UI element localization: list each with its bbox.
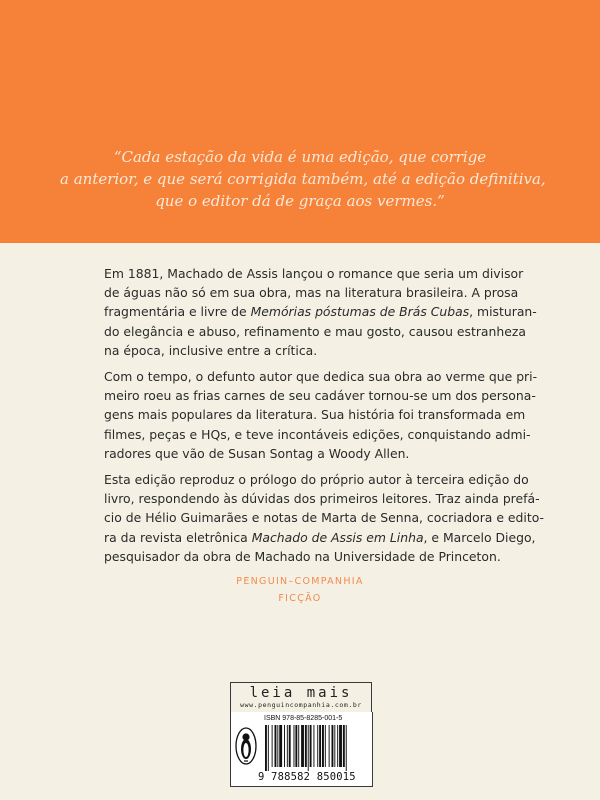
synopsis-paragraph-2: Com o tempo, o defunto autor que dedica sua obra ao verme que pri- meiro roeu as frias carnes de seu cadáver tornou-se um dos persona- gens mais populares da literatura. Sua história foi transformada em filmes, peças e HQs, e teve incontáveis edições, conquistando admi- radores que vão de Susan Sontag a Woody Allen. [104,369,538,461]
barcode-bar [339,725,342,767]
barcode-bar [294,725,295,767]
synopsis-text [104,264,544,573]
barcode-bar [334,725,335,767]
magazine-title: Machado de Assis em Linha [251,529,424,545]
imprint-label [0,573,600,607]
barcode-box [230,712,373,787]
leia-mais-box [230,682,372,714]
barcode-bar [301,725,304,767]
barcode-bar [289,725,291,767]
barcode-bar [343,725,345,767]
barcode-bar [332,725,334,767]
barcode-bar [305,725,307,767]
barcode-bar [337,725,338,767]
barcode-bar [313,725,314,767]
genre-label: FICÇÃO [278,593,322,604]
barcode-bar [272,725,273,767]
barcode-bar [277,725,278,767]
barcode-digits: 9 788582 850015 [258,771,356,783]
barcode-bars [265,725,365,771]
barcode-bar [317,725,318,767]
barcode-bar [265,725,267,771]
barcode-bar [310,725,312,767]
synopsis-paragraph-1: Em 1881, Machado de Assis lançou o romance que seria um divisor de águas não só em sua obra, mas na literatura brasileira. A prosa fragmentária e livre de Memórias póstumas de Brás Cubas, misturan- do elegância e abuso, refinamento e mau gosto, causou estranheza na época, inclusive entre a crítica. [104,266,537,358]
barcode-bar [319,725,321,767]
publisher-url: www.penguincompanhia.com.br [240,701,362,709]
barcode-bar [287,725,288,767]
barcode-bar [275,725,277,767]
barcode-bar [284,725,285,767]
barcode-bar [325,725,326,767]
leia-mais-title: leia mais [249,685,353,701]
barcode-bar [298,725,299,767]
barcode-bar [346,725,347,771]
barcode-bar [322,725,324,767]
book-title: Memórias póstumas de Brás Cubas [250,304,470,320]
quote-line: “Cada estação da vida é uma edição, que corrige [113,148,487,166]
quote-line: a anterior, e que será corrigida também, até a edição definitiva, [60,170,546,188]
quote-line: que o editor dá de graça aos vermes.” [155,192,445,210]
penguin-logo-icon [235,726,257,766]
barcode-bar [308,725,309,771]
epigraph-quote [60,146,546,212]
barcode-bar [295,725,297,767]
barcode-bar [329,725,330,767]
isbn-label: ISBN 978-85-8285-001-5 [264,715,343,722]
barcode-bar [268,725,269,771]
publisher-name: PENGUIN–COMPANHIA [236,576,364,587]
barcode-bar [279,725,282,767]
synopsis-paragraph-3: Esta edição reproduz o prólogo do próprio autor à terceira edição do livro, respondendo às dúvidas dos primeiros leitores. Traz ainda prefá- cio de Hélio Guimarães e notas de Marta de Senna, cocriadora e edito- ra da revista eletrônica Machado de Assis em Linha, e Marcelo Diego, pesquisador da obra de Machado na Universidade de Princeton. [104,472,544,564]
